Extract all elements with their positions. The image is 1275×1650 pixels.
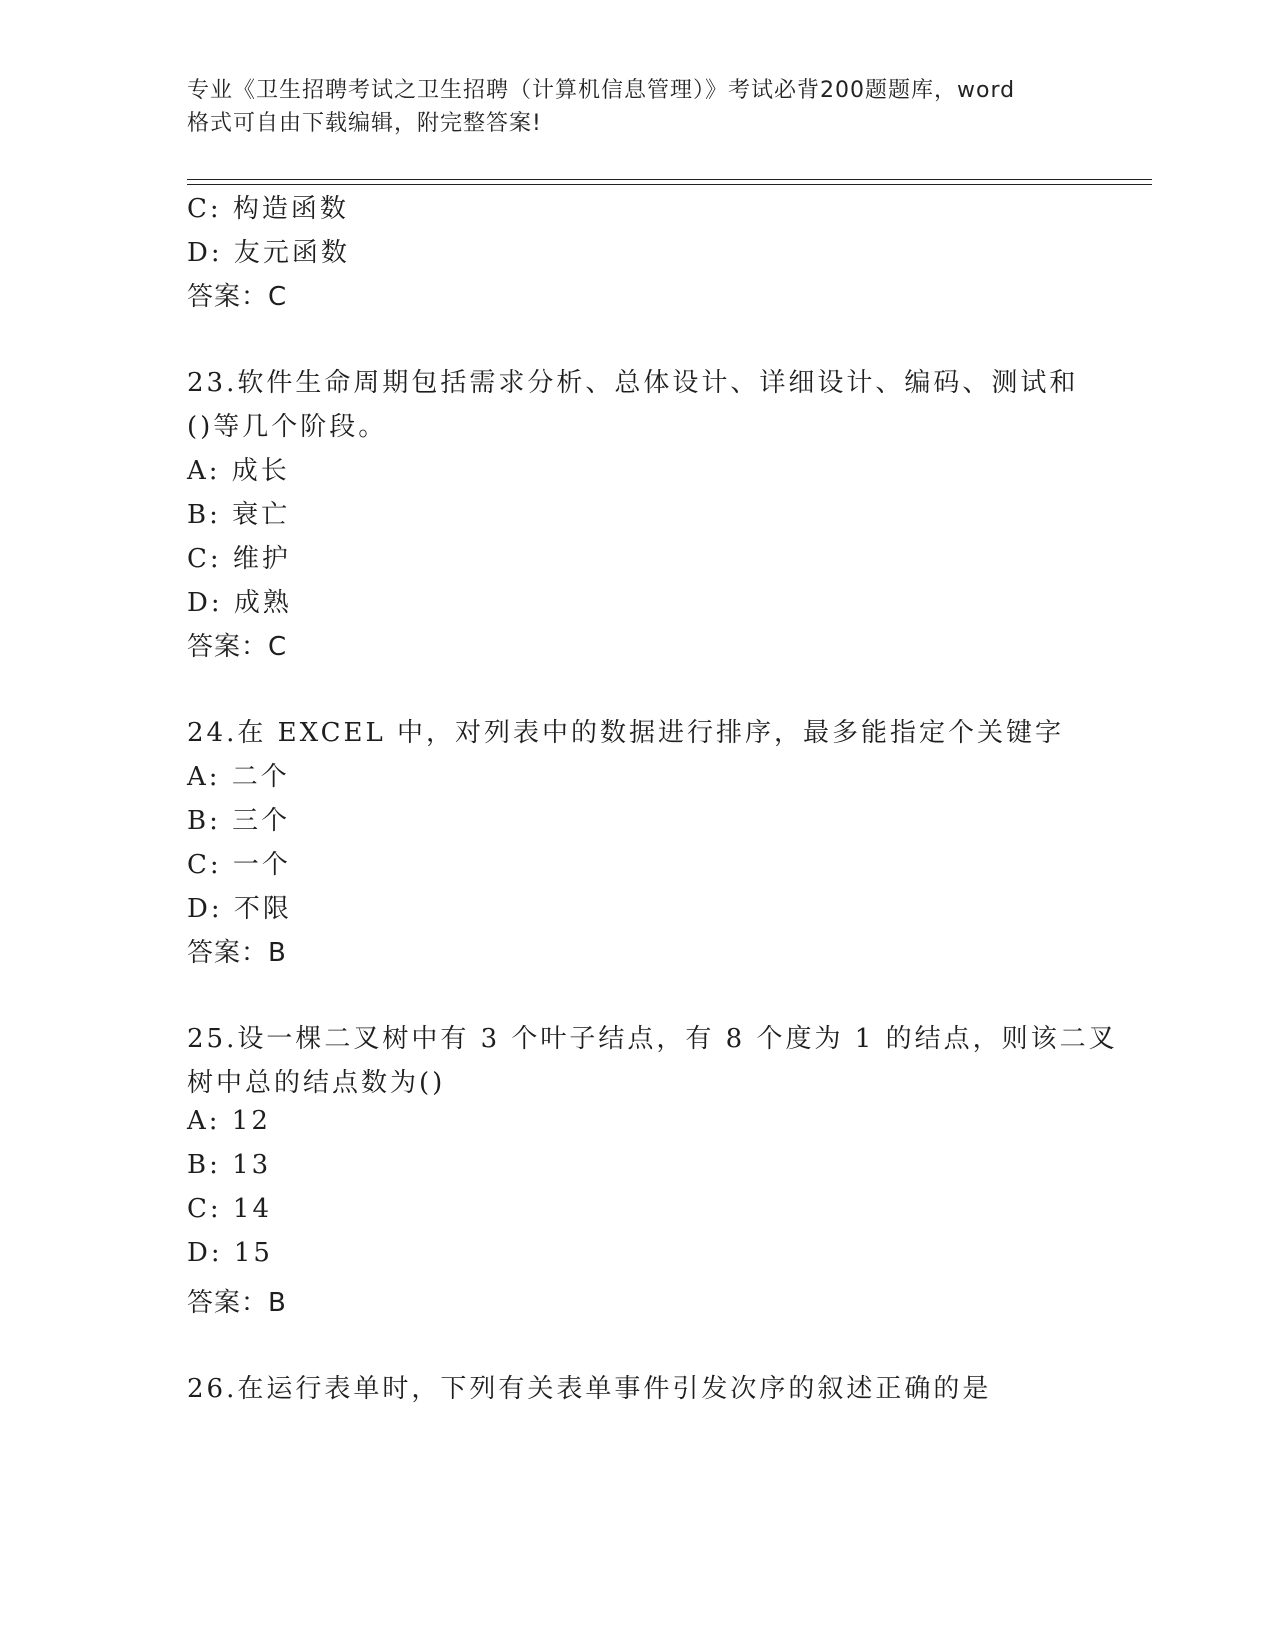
question-23-option-a: A: 成长 — [187, 456, 290, 486]
question-24-option-b: B: 三个 — [187, 806, 291, 836]
question-25-option-d: D: 15 — [187, 1238, 273, 1268]
question-23-option-c: C: 维护 — [187, 544, 291, 574]
question-24-option-c: C: 一个 — [187, 850, 291, 880]
question-23-stem-line-2: ()等几个阶段。 — [187, 412, 388, 442]
question-25-answer: 答案：B — [187, 1288, 287, 1318]
header-line-1: 专业《卫生招聘考试之卫生招聘（计算机信息管理）》考试必背200题题库，word — [187, 78, 1016, 103]
question-23-option-b: B: 衰亡 — [187, 500, 291, 530]
question-23-option-d: D: 成熟 — [187, 588, 292, 618]
option-c: C: 构造函数 — [187, 194, 349, 224]
question-25-option-c: C: 14 — [187, 1194, 273, 1224]
header-rule-bottom — [187, 184, 1152, 185]
question-23-answer: 答案：C — [187, 632, 288, 662]
question-25-option-a: A: 12 — [187, 1106, 271, 1136]
question-24-stem-line-1: 24.在 EXCEL 中，对列表中的数据进行排序，最多能指定个关键字 — [187, 718, 1065, 748]
question-25-option-b: B: 13 — [187, 1150, 272, 1180]
header-line-2: 格式可自由下载编辑，附完整答案! — [187, 111, 542, 136]
question-25-stem-line-2: 树中总的结点数为() — [187, 1068, 446, 1098]
question-24-option-a: A: 二个 — [187, 762, 290, 792]
header-rule-top — [187, 179, 1152, 180]
question-24-answer: 答案：B — [187, 938, 287, 968]
option-d: D: 友元函数 — [187, 238, 350, 268]
document-header — [187, 74, 1087, 140]
question-23-stem-line-1: 23.软件生命周期包括需求分析、总体设计、详细设计、编码、测试和 — [187, 368, 1079, 398]
question-26-stem-line-1: 26.在运行表单时，下列有关表单事件引发次序的叙述正确的是 — [187, 1374, 992, 1404]
answer-line: 答案：C — [187, 282, 288, 312]
question-24-option-d: D: 不限 — [187, 894, 292, 924]
question-25-stem-line-1: 25.设一棵二叉树中有 3 个叶子结点，有 8 个度为 1 的结点，则该二叉 — [187, 1024, 1118, 1054]
